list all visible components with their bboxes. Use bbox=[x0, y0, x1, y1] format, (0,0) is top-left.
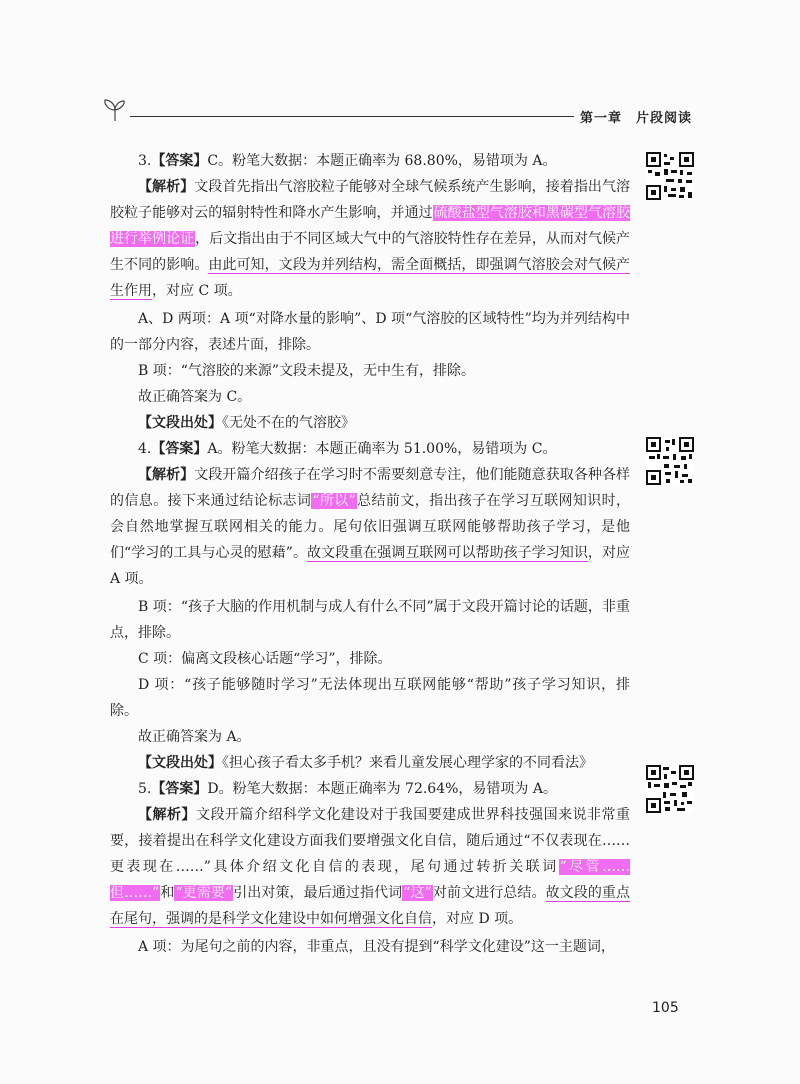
q3-answer-line: 3.【答案】C。粉笔大数据：本题正确率为 68.80%，易错项为 A。 bbox=[138, 153, 557, 169]
underline: 由此可知，文段为并列结构，需全面概括，即强调气溶胶会对气候产生作用 bbox=[110, 257, 630, 299]
qr-code-icon bbox=[646, 437, 694, 485]
underline: 故文段重在强调互联网可以帮助孩子学习知识 bbox=[307, 545, 588, 561]
highlight: “尽管……但……” bbox=[110, 859, 630, 901]
underline: 故文段的重点在尾句，强调的是科学文化建设中如何增强文化自信 bbox=[110, 885, 631, 927]
answer-content bbox=[110, 148, 630, 960]
highlight: “这” bbox=[403, 885, 432, 901]
highlight: 硫酸盐型气溶胶和黑碳型气溶胶进行举例论证 bbox=[110, 205, 631, 247]
q4-answer-line: 4.【答案】A。粉笔大数据：本题正确率为 51.00%，易错项为 C。 bbox=[138, 441, 557, 457]
q3-option-b: B 项：“气溶胶的来源”文段未提及，无中生有，排除。 bbox=[138, 363, 476, 379]
page-number: 105 bbox=[652, 1000, 679, 1016]
q5-option-a: A 项：为尾句之前的内容，非重点，且没有提到“科学文化建设”这一主题词， bbox=[138, 939, 615, 955]
q4-option-b: B 项：“孩子大脑的作用机制与成人有什么不同”属于文段开篇讨论的话题，非重点，排除。 bbox=[110, 599, 630, 641]
q4-option-c: C 项：偏离文段核心话题“学习”，排除。 bbox=[138, 651, 392, 667]
qr-code-icon bbox=[646, 152, 694, 200]
qr-code-icon bbox=[646, 765, 694, 813]
q5-answer-line: 5.【答案】D。粉笔大数据：本题正确率为 72.64%，易错项为 A。 bbox=[138, 781, 557, 797]
q3-analysis: 【解析】文段首先指出气溶胶粒子能够对全球气候系统产生影响，接着指出气溶胶粒子能够对云的辐射特性和降水产生影响，并通过硫酸盐型气溶胶和黑碳型气溶胶进行举例论证，后文指出由于不同区域大气中的气溶胶特性存在差异，从而对气候产生不同的影响。由此可知，文段为并列结构，需全面概括，即强调气溶胶会对气候产生作用，对应 C 项。 bbox=[110, 179, 631, 299]
q4-option-d: D 项：“孩子能够随时学习”无法体现出互联网能够“帮助”孩子学习知识，排除。 bbox=[110, 677, 630, 719]
q4-source: 【文段出处】《担心孩子看太多手机？来看儿童发展心理学家的不同看法》 bbox=[138, 755, 593, 771]
q4-conclusion: 故正确答案为 A。 bbox=[138, 729, 251, 745]
q3-source: 【文段出处】《无处不在的气溶胶》 bbox=[138, 415, 355, 431]
q3-conclusion: 故正确答案为 C。 bbox=[138, 389, 252, 405]
highlight: “所以” bbox=[312, 493, 356, 509]
q5-analysis: 【解析】文段开篇介绍科学文化建设对于我国要建成世界科技强国来说非常重要，接着提出在科学文化建设方面我们要增强文化自信，随后通过“不仅表现在……更表现在……”具体介绍文化自信的表现，尾句通过转折关联词“尽管……但……”和“更需要”引出对策，最后通过指代词“这”对前文进行总结。故文段的重点在尾句，强调的是科学文化建设中如何增强文化自信，对应 D 项。 bbox=[110, 807, 631, 927]
sprout-icon bbox=[100, 95, 130, 125]
chapter-title: 第一章 片段阅读 bbox=[574, 107, 692, 126]
q3-option-ad: A、D 两项：A 项“对降水量的影响”、D 项“气溶胶的区域特性”均为并列结构中的一部分内容，表述片面，排除。 bbox=[110, 311, 630, 353]
page-header bbox=[100, 95, 700, 125]
q4-analysis: 【解析】文段开篇介绍孩子在学习时不需要刻意专注，他们能随意获取各种各样的信息。接下来通过结论标志词“所以”总结前文，指出孩子在学习互联网知识时，会自然地掌握互联网相关的能力。尾句依旧强调互联网能够帮助孩子学习，是他们“学习的工具与心灵的慰藉”。故文段重在强调互联网可以帮助孩子学习知识，对应 A 项。 bbox=[110, 467, 631, 587]
highlight: “更需要” bbox=[175, 885, 233, 901]
